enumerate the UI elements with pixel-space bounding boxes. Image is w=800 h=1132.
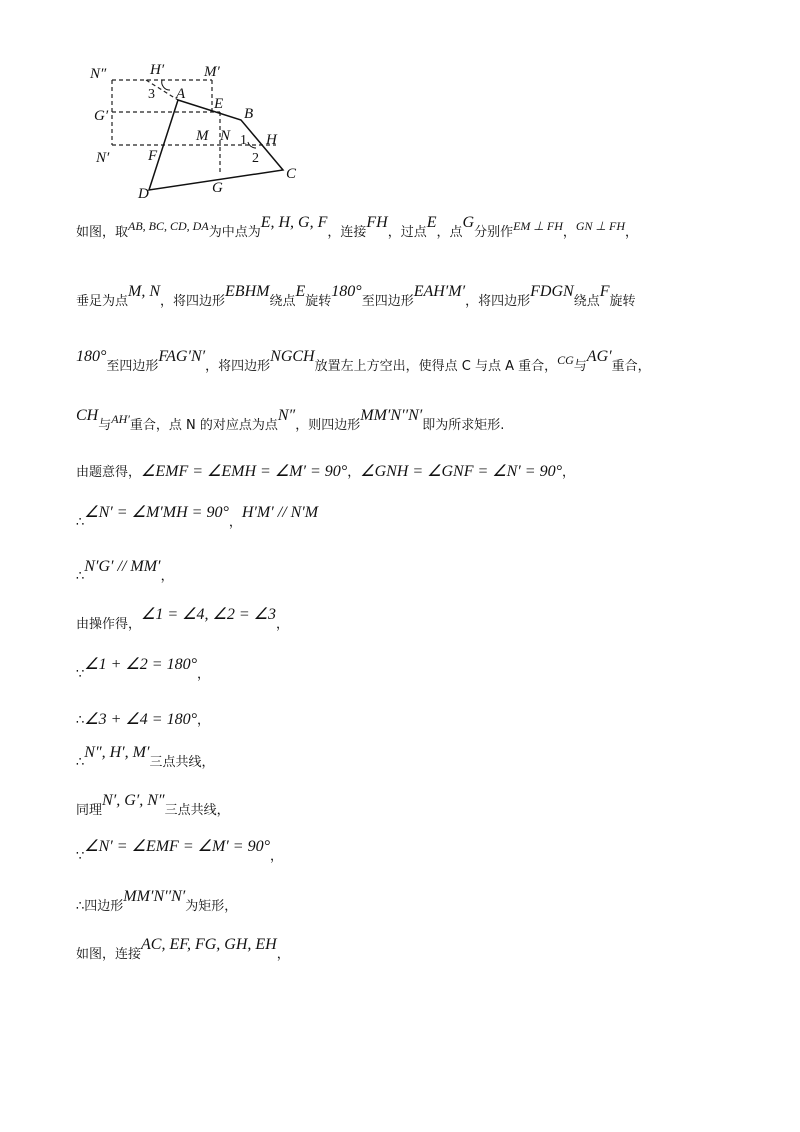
math-expression: E, H, G, F	[260, 214, 328, 231]
math-expression: M, N	[128, 283, 161, 300]
text-run: 绕点	[573, 294, 600, 309]
math-expression: ∠N′ = ∠EMF = ∠M′ = 90°	[84, 838, 270, 855]
text-run: ，	[196, 713, 210, 728]
math-expression: ∠1 + ∠2 = 180°	[84, 656, 197, 673]
geometry-figure	[86, 56, 316, 206]
label-h1: H′	[150, 62, 165, 78]
label-angle-2: 2	[252, 151, 259, 166]
label-m1: M′	[204, 64, 220, 80]
text-run: 为中点为	[208, 225, 261, 240]
label-d: D	[138, 186, 149, 202]
math-expression: MM′N′′N′	[360, 407, 423, 424]
math-expression: AG′	[586, 348, 612, 365]
math-expression: ∠EMF = ∠EMH = ∠M′ = 90°	[141, 463, 348, 480]
label-m: M	[196, 128, 209, 144]
text-run: ∵	[76, 667, 85, 682]
text-run: 重合，点 N 的对应点为点	[129, 418, 278, 433]
text-run: ，	[160, 569, 174, 584]
text-run: ，	[347, 465, 361, 480]
math-expression: 180°	[76, 348, 107, 365]
text-line	[76, 348, 651, 377]
text-run: 垂足为点	[76, 294, 129, 309]
math-expression: GN ⊥ FH	[575, 219, 626, 233]
text-run: 同理	[76, 803, 103, 818]
text-run: ∴	[76, 755, 85, 770]
text-line	[76, 462, 575, 483]
angle-3-arc	[162, 80, 170, 90]
text-run: ，	[269, 849, 283, 864]
text-line	[76, 744, 215, 773]
math-expression: AB, BC, CD, DA	[128, 219, 209, 233]
math-expression: ∠N′ = ∠M′MH = 90°	[84, 504, 229, 521]
math-expression: MM′N′′N′	[123, 888, 186, 905]
text-line	[76, 792, 230, 821]
text-run: ∴	[76, 515, 85, 530]
text-run: 至四边形	[106, 359, 159, 374]
text-line	[76, 710, 210, 731]
text-run: 如图，取	[76, 225, 129, 240]
math-expression: N′G′ // MM′	[84, 558, 161, 575]
math-expression: H′M′ // N′M	[241, 504, 319, 521]
math-expression: CH	[76, 407, 99, 424]
text-run: 为矩形，	[185, 899, 238, 914]
label-n1: N′	[96, 150, 110, 166]
math-expression: E	[426, 214, 437, 231]
math-expression: 180°	[331, 283, 362, 300]
math-expression: ∠3 + ∠4 = 180°	[84, 711, 197, 728]
text-run: ，	[275, 617, 289, 632]
text-run: 至四边形	[361, 294, 414, 309]
label-angle-1: 1	[240, 133, 247, 148]
text-line	[76, 888, 238, 917]
text-line	[76, 283, 636, 312]
text-run: ，将四边形	[205, 359, 271, 374]
math-expression: ∠1 = ∠4, ∠2 = ∠3	[141, 606, 276, 623]
label-c: C	[286, 166, 297, 182]
text-line	[76, 606, 289, 635]
text-run: 重合，	[611, 359, 651, 374]
text-run: ，过点	[387, 225, 427, 240]
text-run: ，将四边形	[465, 294, 531, 309]
text-run: ∴	[76, 713, 85, 728]
text-run: 与	[573, 359, 587, 374]
label-h: H	[266, 132, 277, 148]
text-run: 如图，连接	[76, 947, 142, 962]
math-expression: N″	[277, 407, 296, 424]
text-run: ，	[562, 465, 576, 480]
label-angle-3: 3	[148, 87, 155, 102]
text-line	[76, 214, 639, 243]
math-expression: E	[295, 283, 306, 300]
text-run: 由操作得，	[76, 617, 142, 632]
math-expression: ∠GNH = ∠GNF = ∠N′ = 90°	[360, 463, 562, 480]
math-expression: NGCH	[270, 348, 315, 365]
label-a: A	[176, 86, 186, 102]
label-n: N	[220, 128, 231, 144]
text-run: ∵	[76, 849, 85, 864]
label-b: B	[244, 106, 254, 122]
label-f: F	[148, 148, 158, 164]
text-run: 三点共线，	[164, 803, 230, 818]
text-run: 绕点	[269, 294, 296, 309]
math-expression: CG	[557, 353, 574, 367]
math-expression: FDGN	[530, 283, 574, 300]
text-line	[76, 936, 290, 965]
math-expression: FAG′N′	[158, 348, 206, 365]
text-run: ，则四边形	[295, 418, 361, 433]
text-run: 旋转	[305, 294, 332, 309]
text-run: ，	[276, 947, 290, 962]
text-run: ，	[196, 667, 210, 682]
text-run: 与	[98, 418, 112, 433]
text-run: ∴	[76, 569, 85, 584]
text-run: 即为所求矩形.	[422, 418, 505, 433]
label-g: G	[212, 180, 223, 196]
text-run: ，	[228, 515, 242, 530]
text-line	[76, 656, 210, 685]
math-expression: AH′	[111, 412, 130, 426]
text-run: ∴四边形	[76, 899, 124, 914]
text-line	[76, 504, 319, 533]
text-run: ，连接	[327, 225, 367, 240]
label-e: E	[214, 96, 224, 112]
text-run: 分别作	[474, 225, 514, 240]
text-line	[76, 838, 283, 867]
text-run: 由题意得，	[76, 465, 142, 480]
label-g1: G′	[94, 108, 109, 124]
math-expression: F	[599, 283, 610, 300]
text-run: 三点共线，	[149, 755, 215, 770]
label-n2: N″	[90, 66, 107, 82]
text-run: ，点	[436, 225, 463, 240]
text-run: 旋转	[609, 294, 636, 309]
math-expression: G	[462, 214, 475, 231]
math-expression: EBHM	[225, 283, 270, 300]
math-expression: N″, H′, M′	[84, 744, 150, 761]
math-expression: N′, G′, N″	[102, 792, 165, 809]
text-run: ，	[562, 225, 576, 240]
text-run: 放置左上方空出，使得点 C 与点 A 重合，	[314, 359, 558, 374]
text-line	[76, 558, 174, 587]
text-line	[76, 407, 505, 436]
text-run: ，	[625, 225, 639, 240]
math-expression: EAH′M′	[413, 283, 466, 300]
math-expression: EM ⊥ FH	[513, 219, 563, 233]
math-expression: AC, EF, FG, GH, EH	[141, 936, 277, 953]
math-expression: FH	[366, 214, 388, 231]
text-run: ，将四边形	[160, 294, 226, 309]
